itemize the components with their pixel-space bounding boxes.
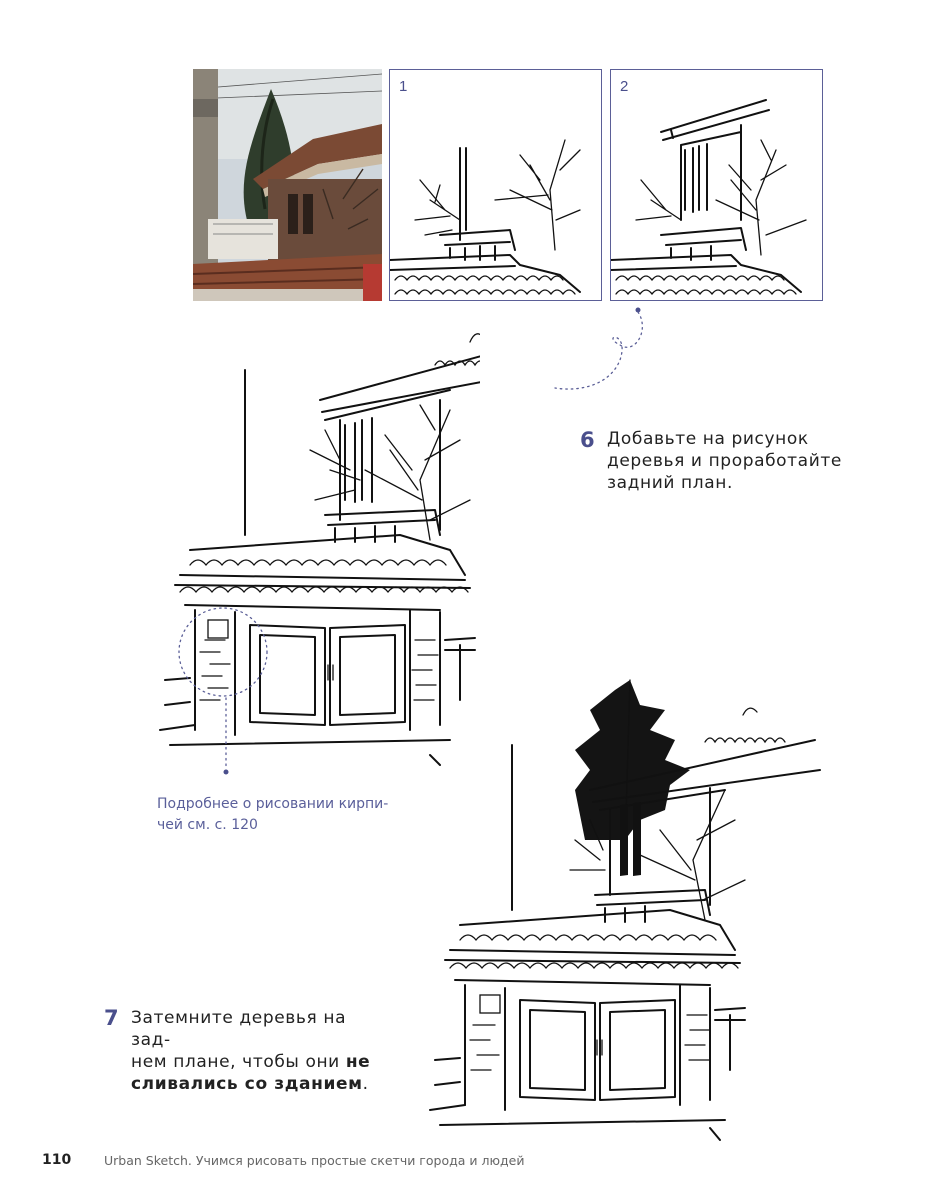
panel-number: 1 <box>399 78 408 95</box>
brick-reference-note <box>157 794 417 836</box>
step-6-line: Добавьте на рисунок <box>607 429 809 449</box>
step-6-number: 6 <box>580 428 595 452</box>
step-7-line <box>131 1051 391 1073</box>
sketch-stage-2 <box>611 70 822 300</box>
step-7-text-regular: . <box>362 1074 369 1094</box>
step-7-text-bold: не <box>345 1052 371 1072</box>
step-6-text <box>607 428 847 494</box>
step-6-line: деревья и проработайте <box>607 451 842 471</box>
step-6-line: задний план. <box>607 473 733 493</box>
step-7-number: 7 <box>104 1006 119 1030</box>
step-panel-1 <box>389 69 602 301</box>
panel-number: 2 <box>620 78 629 95</box>
step-7-line <box>131 1073 391 1095</box>
step-7-text <box>131 1007 391 1095</box>
house-sketch-step7 <box>425 670 825 1150</box>
page-number: 110 <box>42 1152 72 1168</box>
note-line: Подробнее о рисовании кирпи- <box>157 796 389 812</box>
sketch-stage-1 <box>390 70 601 300</box>
step-7-line: Затемните деревья на зад- <box>131 1008 347 1050</box>
step-7-text-bold: сливались со зданием <box>131 1074 363 1094</box>
step-panel-2 <box>610 69 823 301</box>
reference-photo <box>193 69 382 301</box>
running-footer-title: Urban Sketch. Учимся рисовать простые скетчи города и людей <box>104 1153 525 1168</box>
step-7-text-regular: нем плане, чтобы они <box>131 1052 346 1072</box>
note-line: чей см. с. 120 <box>157 817 258 833</box>
dotted-connector <box>540 300 660 400</box>
